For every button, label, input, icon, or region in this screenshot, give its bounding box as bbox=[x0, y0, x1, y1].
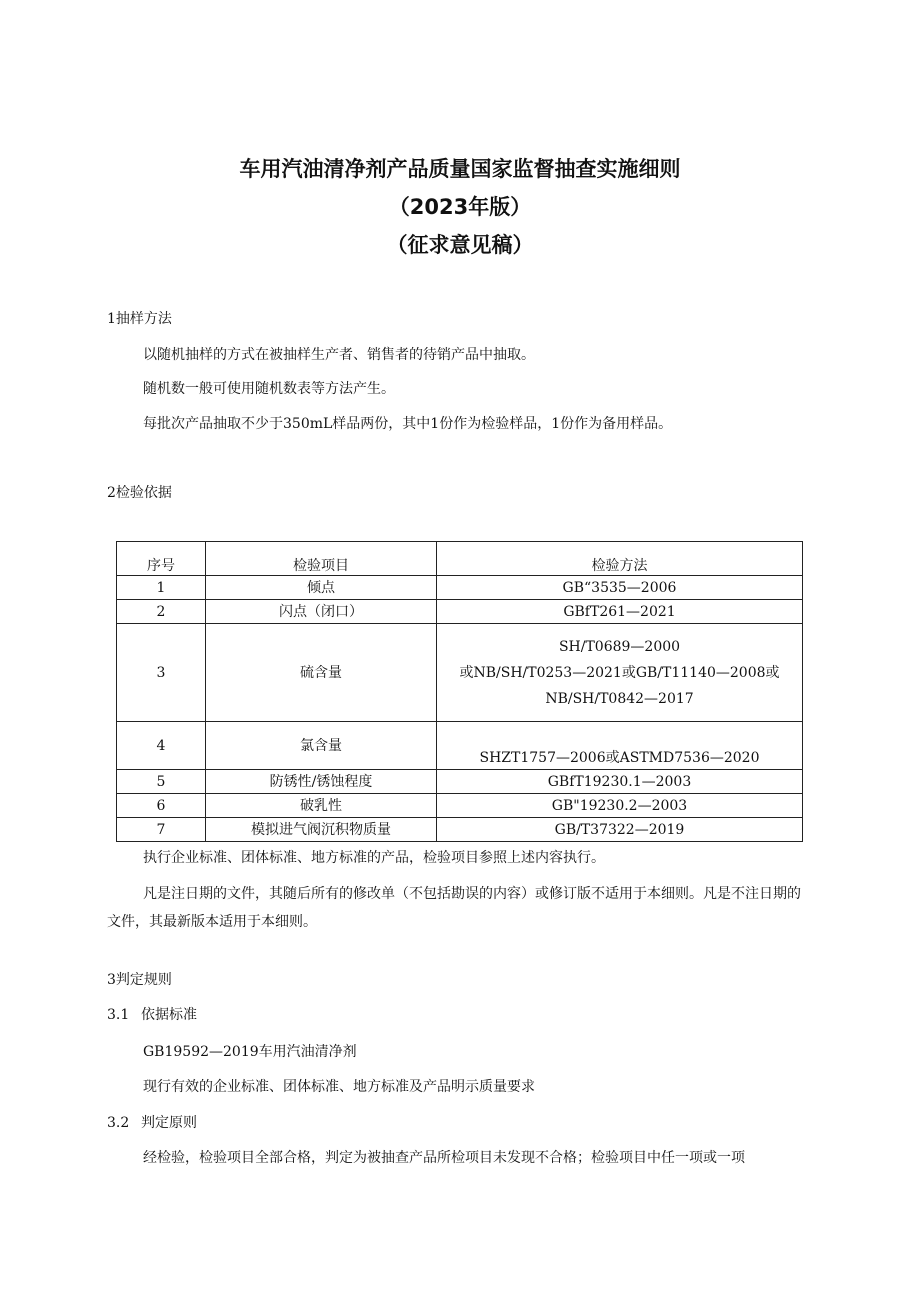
document-title bbox=[0, 150, 920, 264]
method-line-2: 或NB/SH/T0253—2021或GB/T11140—2008或 bbox=[459, 664, 780, 681]
section-1-paragraph-2: 随机数一般可使用随机数表等方法产生。 bbox=[143, 381, 395, 397]
method-line-1: SH/T0689—2000 bbox=[558, 638, 681, 655]
table-row bbox=[117, 624, 803, 722]
table-row bbox=[117, 818, 803, 842]
row-method: GB/T37322—2019 bbox=[437, 818, 803, 842]
section-3-2-title: 判定原则 bbox=[141, 1115, 197, 1131]
row-item: 倾点 bbox=[206, 576, 437, 600]
table-row bbox=[117, 722, 803, 770]
title-line-2: （2023年版） bbox=[388, 195, 532, 219]
row-no: 6 bbox=[117, 794, 206, 818]
section-2-note-2: 凡是注日期的文件，其随后所有的修改单（不包括勘误的内容）或修订版不适用于本细则。凡是不注日期的文件，其最新版本适用于本细则。 bbox=[107, 886, 801, 930]
row-method: GB“3535—2006 bbox=[437, 576, 803, 600]
inspection-table bbox=[116, 541, 803, 842]
row-item: 破乳性 bbox=[206, 794, 437, 818]
row-item: 氯含量 bbox=[206, 722, 437, 770]
row-item: 模拟进气阀沉积物质量 bbox=[206, 818, 437, 842]
section-1-paragraph-1: 以随机抽样的方式在被抽样生产者、销售者的待销产品中抽取。 bbox=[143, 347, 535, 363]
section-1-paragraph-3: 每批次产品抽取不少于350mL样品两份，其中1份作为检验样品，1份作为备用样品。 bbox=[143, 416, 673, 432]
section-3-1-paragraph-2: 现行有效的企业标准、团体标准、地方标准及产品明示质量要求 bbox=[143, 1079, 535, 1095]
section-1-heading: 1抽样方法 bbox=[107, 311, 172, 327]
title-line-3: （征求意见稿） bbox=[386, 233, 534, 257]
section-3-1-title: 依据标准 bbox=[141, 1007, 197, 1023]
section-3-2-number: 3.2 bbox=[107, 1115, 130, 1131]
section-2-note-1: 执行企业标准、团体标准、地方标准的产品，检验项目参照上述内容执行。 bbox=[143, 850, 605, 866]
row-no: 5 bbox=[117, 770, 206, 794]
row-no: 2 bbox=[117, 600, 206, 624]
section-3-2-paragraph-1: 经检验，检验项目全部合格，判定为被抽查产品所检项目未发现不合格；检验项目中任一项或一项 bbox=[143, 1150, 745, 1166]
section-3-heading: 3判定规则 bbox=[107, 972, 172, 988]
header-item: 检验项目 bbox=[206, 542, 437, 576]
table-row bbox=[117, 770, 803, 794]
section-2-heading: 2检验依据 bbox=[107, 485, 172, 501]
section-3-1-paragraph-1: GB19592—2019车用汽油清净剂 bbox=[143, 1044, 357, 1060]
table-row bbox=[117, 600, 803, 624]
row-method bbox=[437, 624, 803, 722]
row-method: GB"19230.2—2003 bbox=[437, 794, 803, 818]
row-method: SHZT1757—2006或ASTMD7536—2020 bbox=[437, 722, 803, 770]
row-item: 硫含量 bbox=[206, 624, 437, 722]
row-item: 防锈性/锈蚀程度 bbox=[206, 770, 437, 794]
row-method: GBfT261—2021 bbox=[437, 600, 803, 624]
row-no: 1 bbox=[117, 576, 206, 600]
table-row bbox=[117, 576, 803, 600]
header-method: 检验方法 bbox=[437, 542, 803, 576]
row-item: 闪点（闭口） bbox=[206, 600, 437, 624]
method-line-3: NB/SH/T0842—2017 bbox=[545, 690, 694, 707]
row-no: 7 bbox=[117, 818, 206, 842]
table-header-row bbox=[117, 542, 803, 576]
title-line-1: 车用汽油清净剂产品质量国家监督抽查实施细则 bbox=[239, 157, 681, 181]
row-no: 3 bbox=[117, 624, 206, 722]
table-row bbox=[117, 794, 803, 818]
row-no: 4 bbox=[117, 722, 206, 770]
section-3-1-number: 3.1 bbox=[107, 1007, 130, 1023]
row-method: GBfT19230.1—2003 bbox=[437, 770, 803, 794]
header-no: 序号 bbox=[117, 542, 206, 576]
